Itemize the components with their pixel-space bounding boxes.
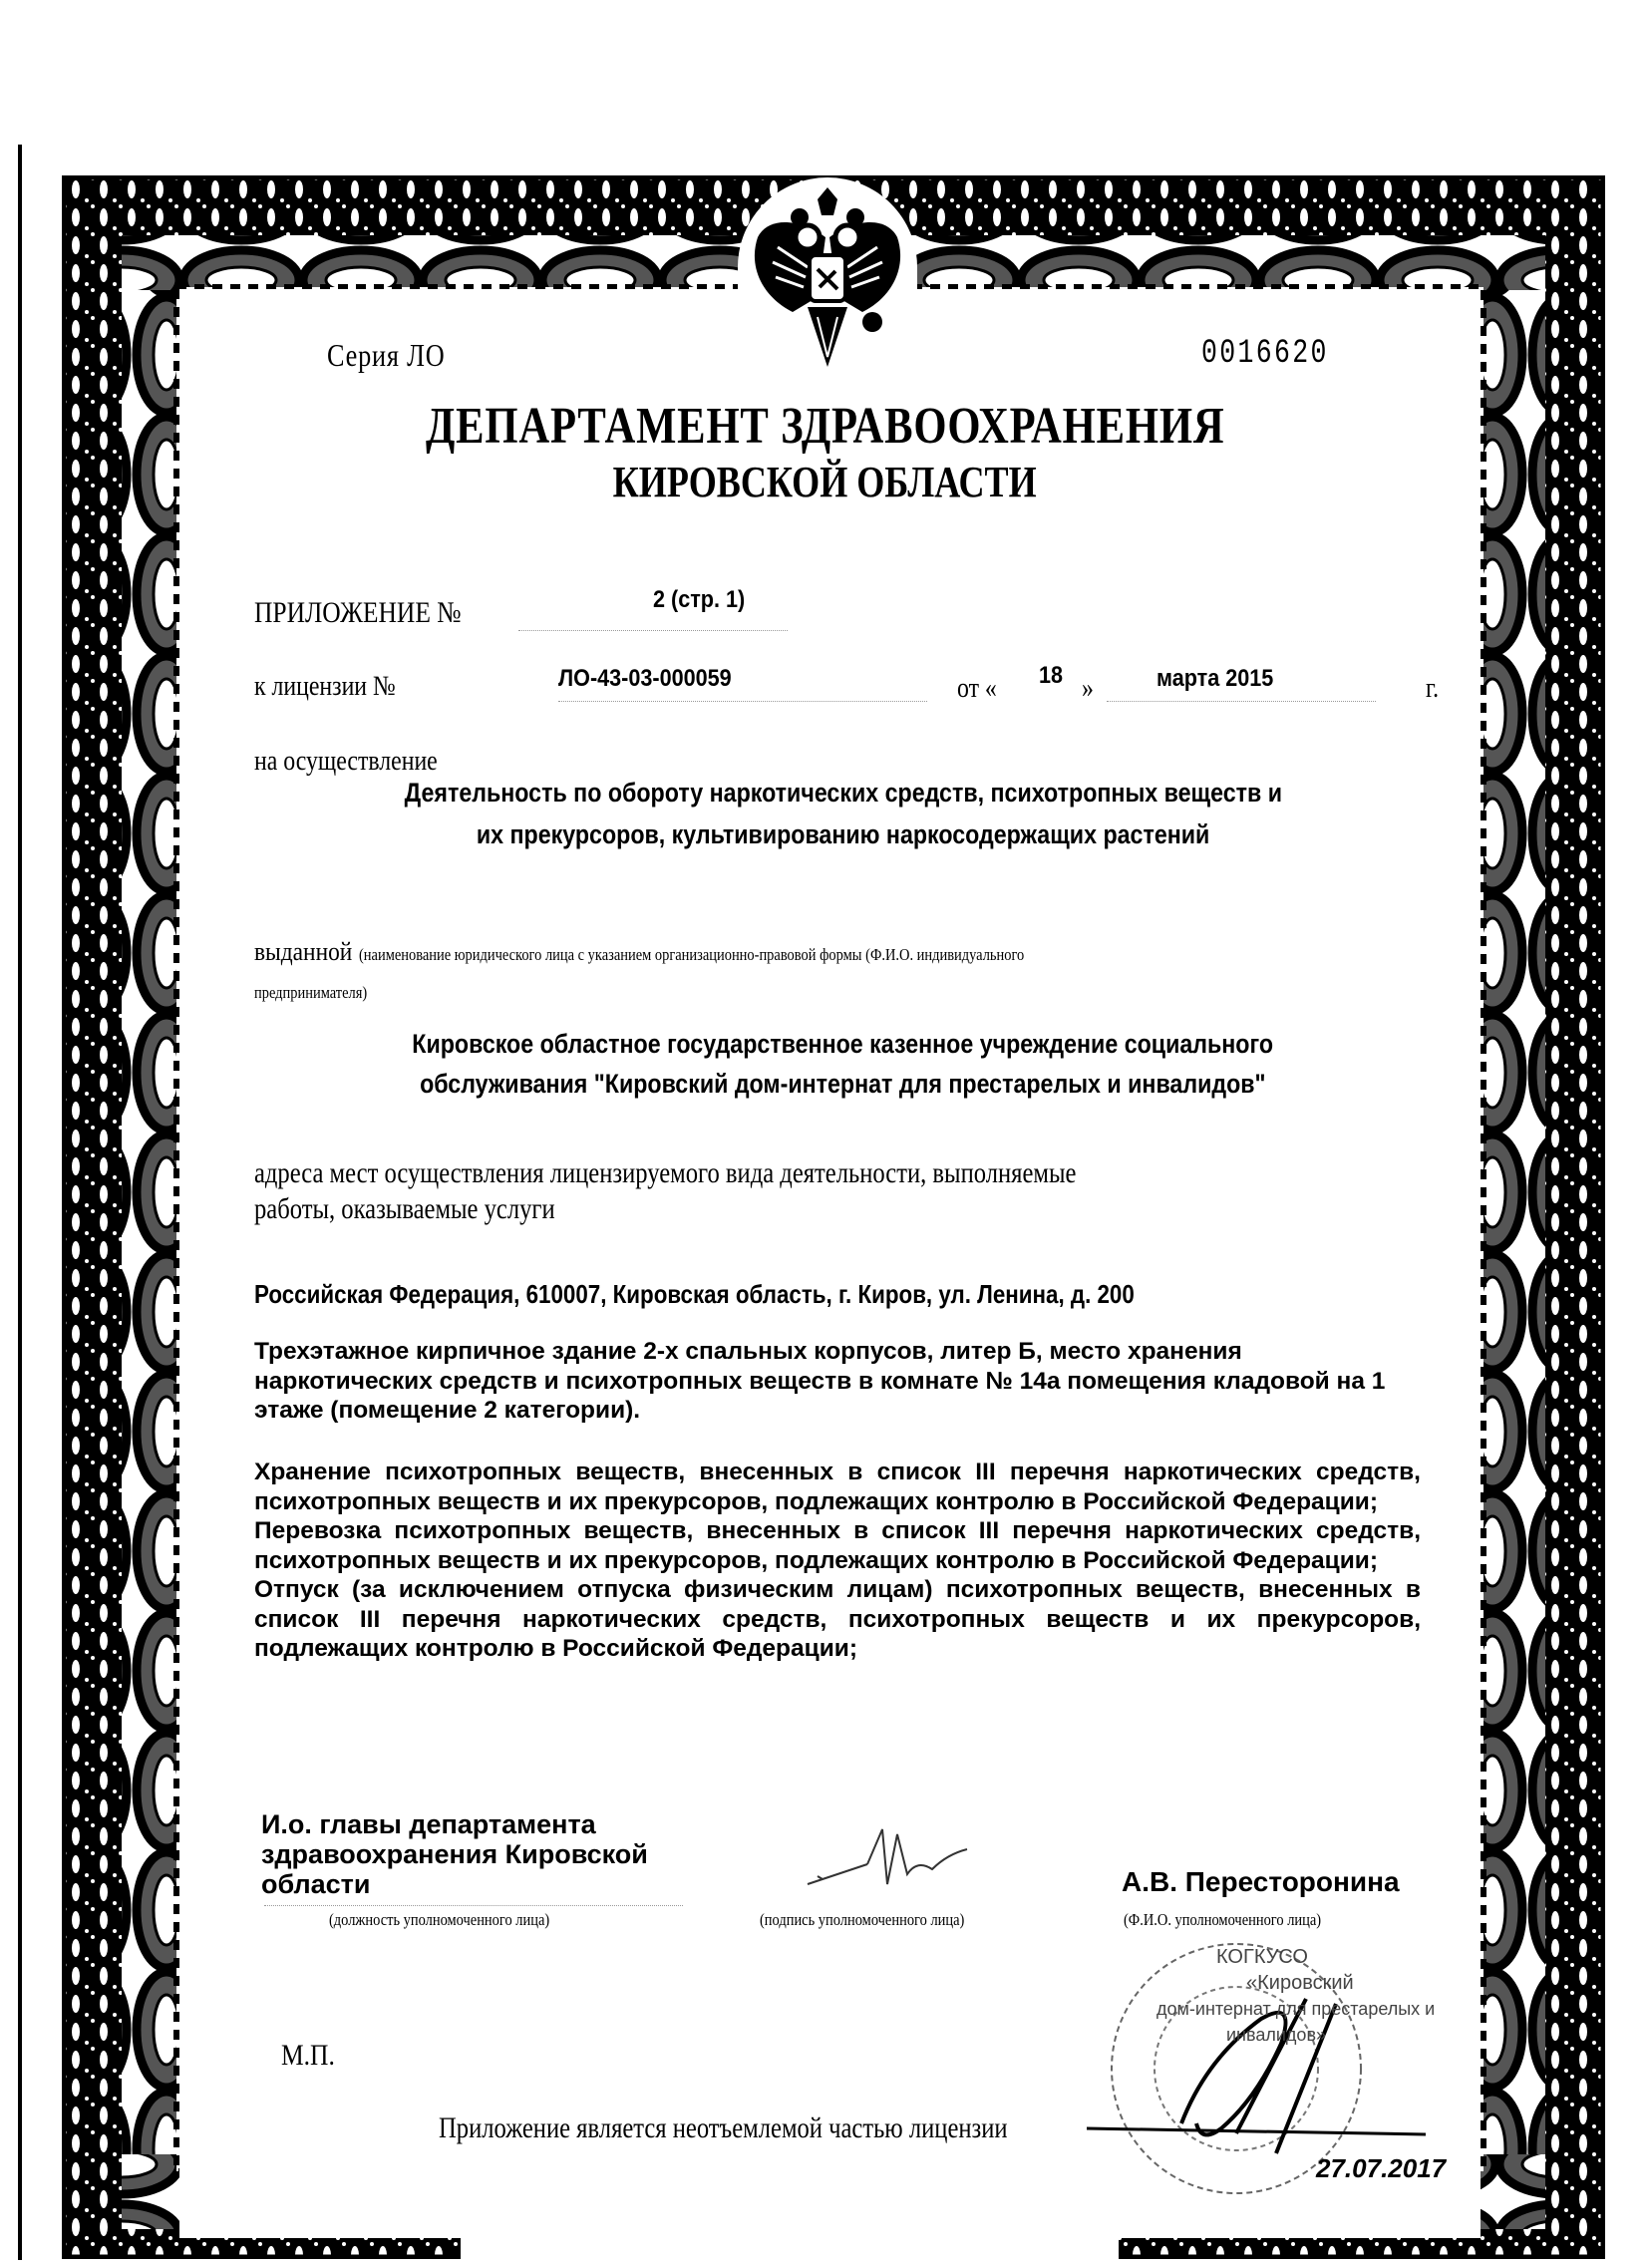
signature-caption: (подпись уполномоченного лица): [760, 1910, 965, 1929]
license-number-fill-line: [558, 701, 927, 702]
appendix-fill-line: [518, 630, 788, 631]
license-from-label: от «: [957, 673, 997, 704]
organization-text-1: Кировское областное государственное казенное учреждение социального: [412, 1029, 1274, 1059]
issued-to-hint-row-2: [254, 983, 387, 1003]
stamp-line-3: дом-интернат для престарелых и: [1156, 1999, 1436, 2019]
authority-line-1: ДЕПАРТАМЕНТ ЗДРАВООХРАНЕНИЯ: [425, 398, 1225, 455]
series-label: Серия ЛО: [327, 337, 446, 373]
official-signature: [798, 1814, 997, 1919]
position-caption: (должность уполномоченного лица): [329, 1910, 550, 1929]
addresses-label-2: работы, оказываемые услуги: [254, 1192, 555, 1225]
stamp-line-4: инвалидов»: [1226, 2025, 1327, 2045]
issuing-authority-title: [0, 397, 1650, 456]
site-address: Российская Федерация, 610007, Кировская область, г. Киров, ул. Ленина, д. 200: [254, 1279, 1135, 1309]
license-day-close-wrap: [1082, 673, 1096, 705]
service-item-dispensing: Отпуск (за исключением отпуска физическим лицам) психотропных веществ, внесенных в список III перечня наркотических средств, психотропных веществ и их прекурсоров, подлежащих контролю в Российской Федерации;: [254, 1576, 1421, 1662]
signatory-position: [261, 1809, 648, 1899]
footer-note: Приложение является неотъемлемой частью лицензии: [439, 2111, 1008, 2144]
appendix-number: 2 (стр. 1): [653, 586, 746, 613]
license-date-fill-line: [1107, 701, 1376, 702]
premises-description: Трехэтажное кирпичное здание 2-х спальных корпусов, литер Б, место хранения наркотических средств и психотропных веществ в комнате № 14а помещения кладовой на 1 этаже (помещение 2 категории).: [254, 1338, 1386, 1424]
authority-line-2: КИРОВСКОЙ ОБЛАСТИ: [612, 458, 1037, 506]
license-month-year-wrap: [1156, 665, 1286, 693]
addresses-label-1: адреса мест осуществления лицензируемого вида деятельности, выполняемые: [254, 1156, 1077, 1189]
handwritten-signature-icon: [798, 1814, 997, 1914]
activity-label: на осуществление: [254, 746, 438, 777]
handwritten-date: 27.07.2017: [1316, 2153, 1447, 2183]
signatory-position-line-3: области: [261, 1869, 371, 1899]
license-day-close: »: [1082, 673, 1094, 704]
activity-line-1: [18, 778, 1650, 809]
appendix-label: ПРИЛОЖЕНИЕ №: [254, 596, 462, 629]
premises-description-block: [254, 1337, 1421, 1426]
signatory-position-line-2: здравоохранения Кировской: [261, 1839, 648, 1869]
double-headed-eagle-icon: [738, 177, 917, 377]
license-year-suffix-wrap: [1426, 673, 1441, 705]
activity-line-2: [18, 819, 1650, 850]
organization-text-2: обслуживания "Кировский дом-интернат для престарелых и инвалидов": [420, 1069, 1266, 1099]
issued-to-label: выданной: [254, 937, 353, 966]
license-day-wrap: [1039, 662, 1066, 690]
appendix-number-wrap: [653, 586, 755, 614]
services-list: [254, 1458, 1421, 1664]
coat-of-arms: [738, 177, 917, 377]
addresses-label-1-wrap: [254, 1156, 1256, 1190]
position-fill-line: [264, 1905, 683, 1906]
seal-place-label: М.П.: [281, 2039, 335, 2072]
addresses-label-2-wrap: [254, 1192, 621, 1226]
service-item-storage: Хранение психотропных веществ, внесенных в список III перечня наркотических средств, психотропных веществ и их прекурсоров, подлежащих контролю в Российской Федерации;: [254, 1458, 1421, 1515]
appendix-label-wrap: [254, 596, 497, 630]
activity-label-wrap: [254, 746, 470, 778]
form-number: 0016620: [1201, 335, 1329, 373]
address-wrap: [254, 1279, 1278, 1310]
organization-line-2: [18, 1069, 1650, 1100]
license-day: 18: [1039, 662, 1064, 689]
license-from-wrap: [957, 673, 1004, 705]
stamp-line-1: КОГКУСО: [1216, 1946, 1308, 1968]
position-caption-wrap: [329, 1910, 588, 1930]
activity-text-2: их прекурсоров, культивированию наркосодержащих растений: [476, 819, 1210, 849]
license-label-wrap: [254, 671, 421, 703]
service-item-transport: Перевозка психотропных веществ, внесенных в список III перечня наркотических средств, психотропных веществ и их прекурсоров, подлежащих контролю в Российской Федерации;: [254, 1517, 1421, 1574]
stamp-text: [1156, 1944, 1435, 2048]
license-number-wrap: [558, 665, 751, 693]
signatory-position-line-1: И.о. главы департамента: [261, 1809, 596, 1839]
license-label: к лицензии №: [254, 671, 396, 702]
license-month-year: марта 2015: [1156, 665, 1274, 692]
name-caption-wrap: [1124, 1910, 1356, 1930]
name-caption: (Ф.И.О. уполномоченного лица): [1124, 1910, 1322, 1929]
signature-caption-wrap: [760, 1910, 1001, 1930]
license-year-suffix: г.: [1426, 673, 1440, 704]
issued-to-hint-2: предпринимателя): [254, 983, 368, 1002]
issued-to-hint-1: (наименование юридического лица с указанием организационно-правовой формы (Ф.И.О. индивидуального: [359, 945, 1025, 964]
activity-text-1: Деятельность по обороту наркотических средств, психотропных веществ и: [404, 778, 1282, 808]
stamp-line-2: «Кировский: [1246, 1972, 1354, 1994]
organization-line-1: [18, 1029, 1650, 1060]
license-number: ЛО-43-03-000059: [558, 665, 732, 692]
signatory-name: А.В. Пересторонина: [1122, 1866, 1400, 1897]
issued-to-row: [254, 937, 1142, 967]
issuing-authority-subtitle: [0, 457, 1650, 507]
